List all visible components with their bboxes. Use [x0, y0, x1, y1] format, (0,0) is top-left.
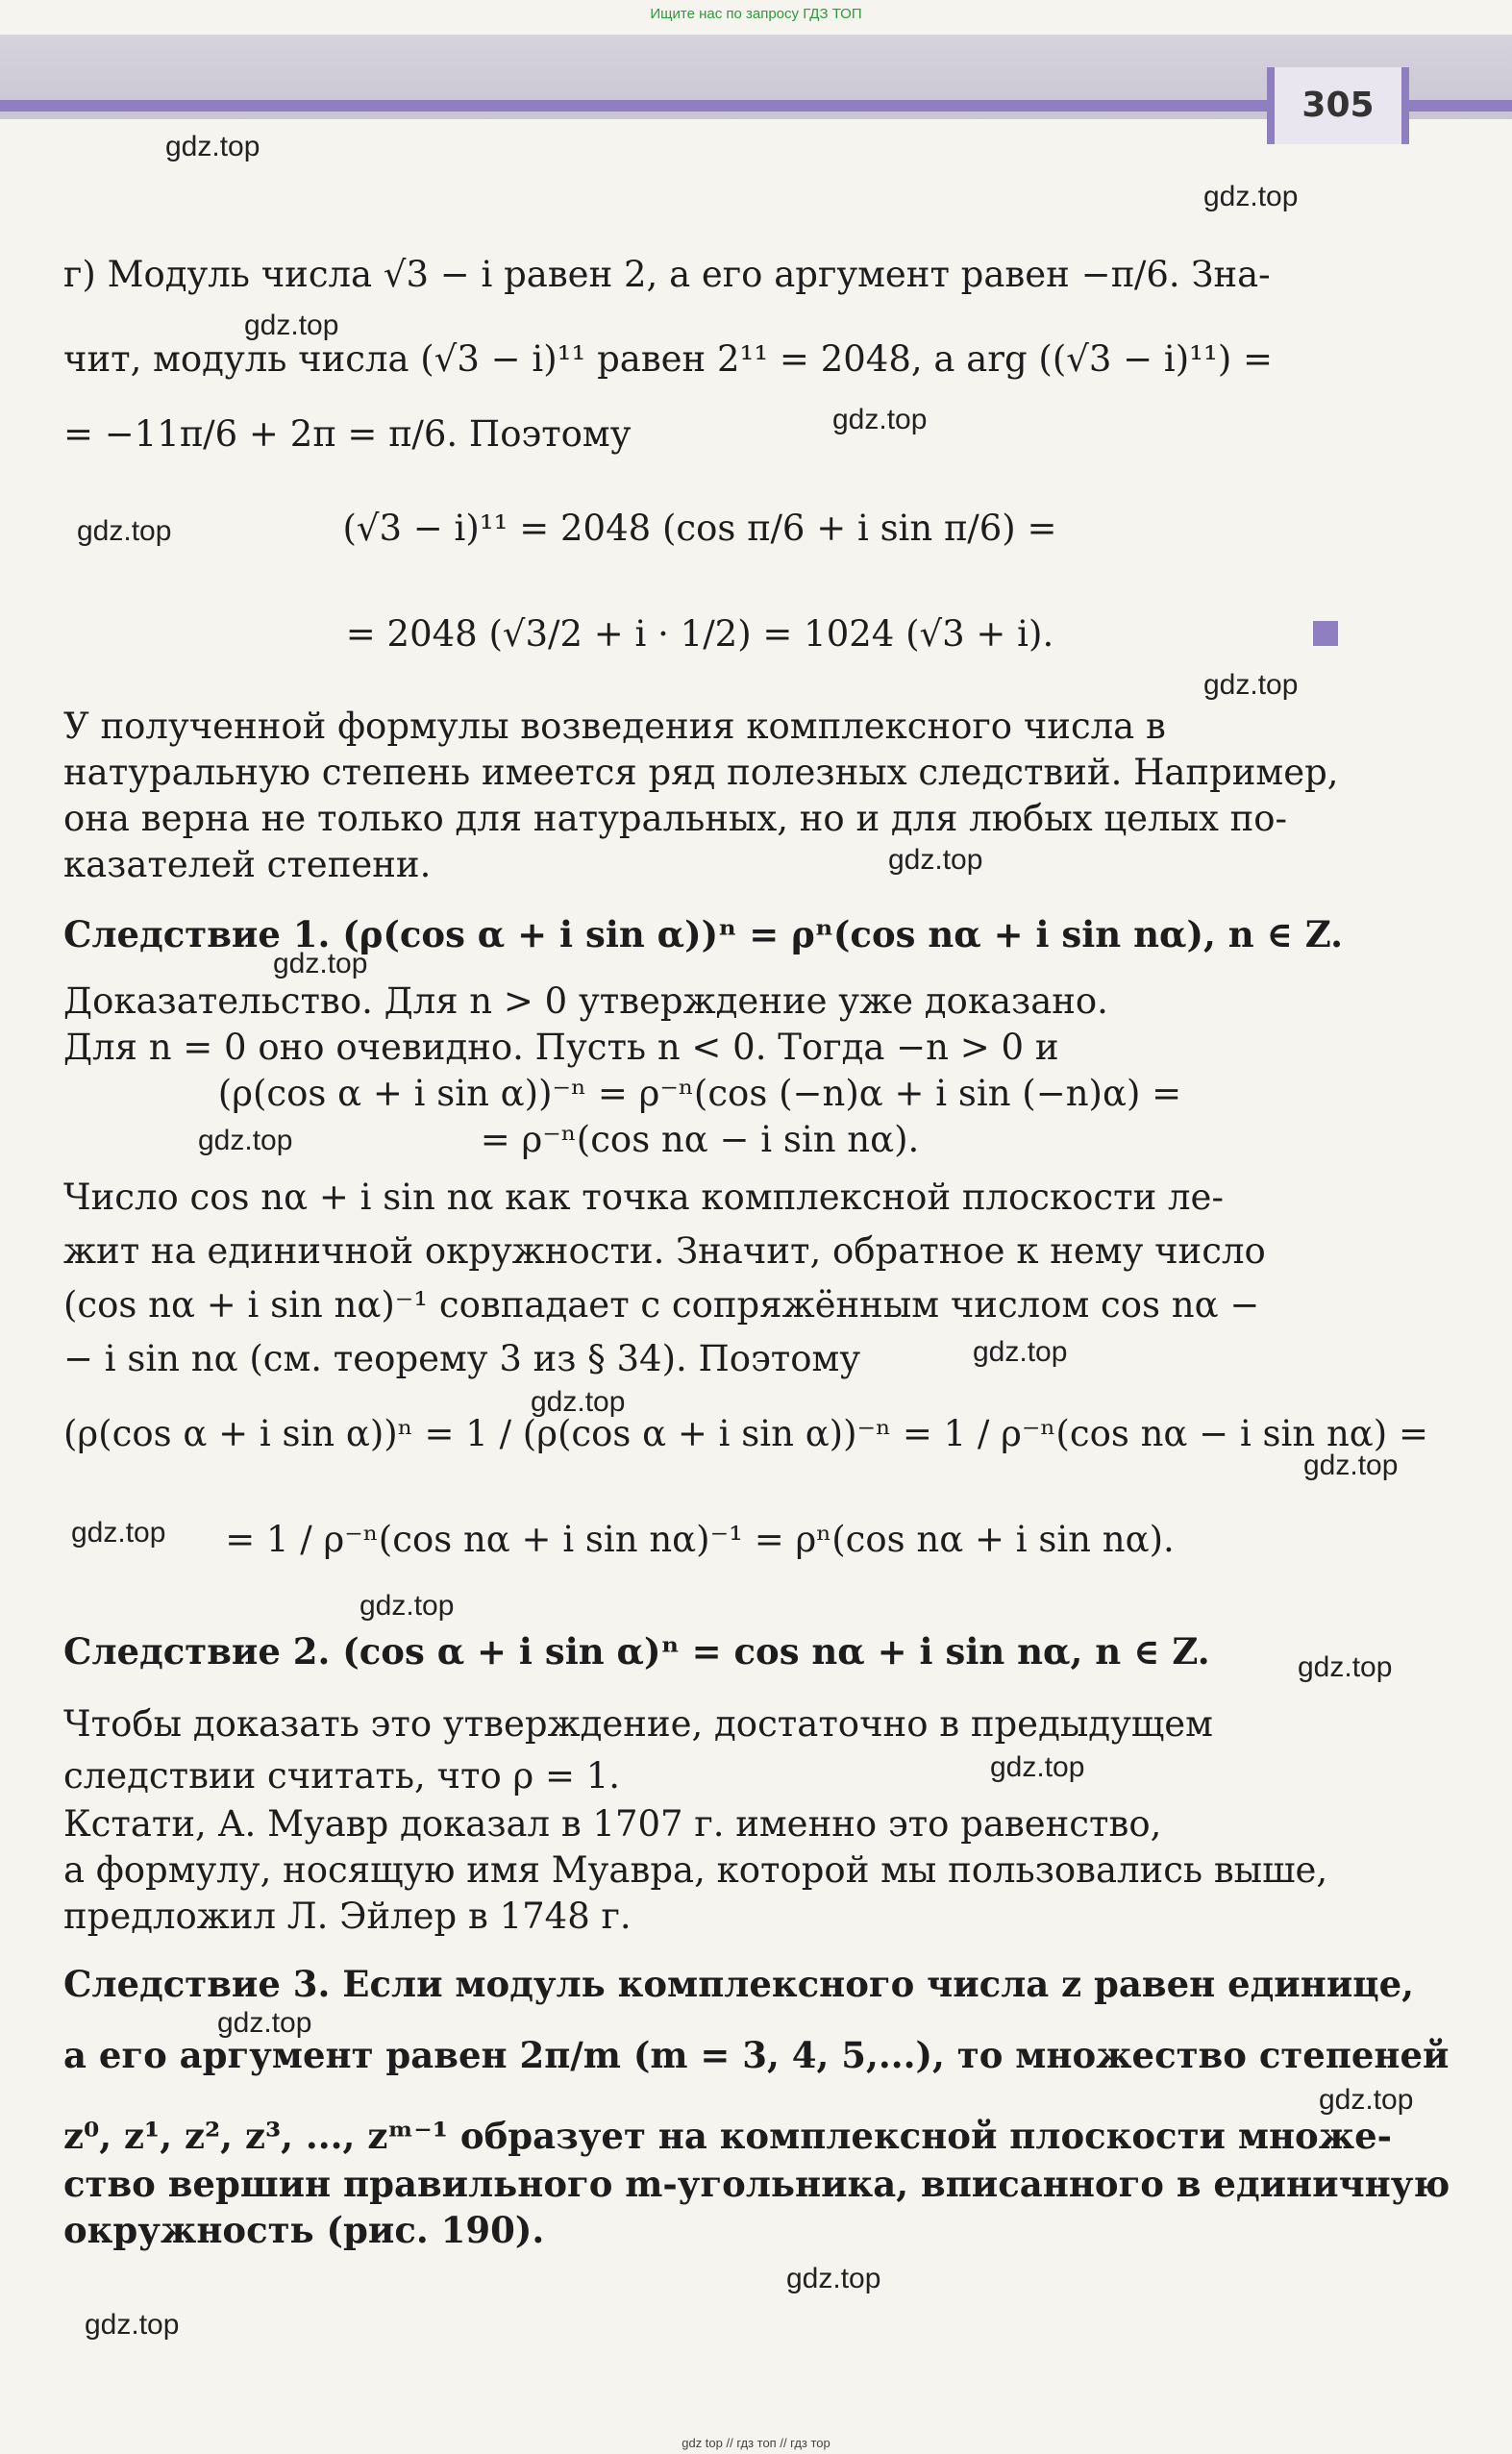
- text-line: (cos nα + i sin nα)⁻¹ совпадает с сопряжённым числом cos nα −: [63, 1284, 1260, 1326]
- watermark: gdz.top: [1203, 669, 1299, 701]
- watermark: gdz.top: [1303, 1450, 1399, 1481]
- watermark: gdz.top: [832, 404, 928, 435]
- text-line: следствии считать, что ρ = 1.: [63, 1755, 621, 1797]
- watermark: gdz.top: [888, 844, 983, 876]
- corollary-2: Следствие 2. (cos α + i sin α)ⁿ = cos nα + i sin nα, n ∈ Z.: [63, 1630, 1210, 1673]
- formula-line: = 1 / ρ⁻ⁿ(cos nα + i sin nα)⁻¹ = ρⁿ(cos nα + i sin nα).: [225, 1519, 1175, 1560]
- corollary-3: Следствие 3. Если модуль комплексного числа z равен единице,: [63, 1963, 1415, 2005]
- text-line: = −11π/6 + 2π = π/6. Поэтому: [63, 413, 632, 455]
- text-line: г) Модуль числа √3 − i равен 2, а его аргумент равен −π/6. Зна-: [63, 254, 1271, 295]
- watermark: gdz.top: [77, 515, 172, 547]
- text-line: Для n = 0 оно очевидно. Пусть n < 0. Тогда −n > 0 и: [63, 1027, 1059, 1068]
- text-line: Чтобы доказать это утверждение, достаточно в предыдущем: [63, 1703, 1213, 1745]
- corollary-1: Следствие 1. (ρ(cos α + i sin α))ⁿ = ρⁿ(cos nα + i sin nα), n ∈ Z.: [63, 913, 1344, 955]
- watermark: gdz.top: [198, 1125, 293, 1156]
- watermark: gdz.top: [244, 310, 339, 341]
- text-line: Число cos nα + i sin nα как точка комплексной плоскости ле-: [63, 1177, 1224, 1218]
- watermark: gdz.top: [531, 1386, 626, 1418]
- top-note: Ищите нас по запросу ГДЗ ТОП: [650, 6, 862, 22]
- corollary-3-line: а его аргумент равен 2π/m (m = 3, 4, 5,...), то множество степеней: [63, 2034, 1450, 2076]
- watermark: gdz.top: [273, 948, 368, 979]
- text-line: чит, модуль числа (√3 − i)¹¹ равен 2¹¹ = 2048, а arg ((√3 − i)¹¹) =: [63, 338, 1274, 380]
- formula-line: = ρ⁻ⁿ(cos nα − i sin nα).: [480, 1119, 920, 1160]
- corollary-3-line: ство вершин правильного m-угольника, вписанного в единичную: [63, 2163, 1450, 2205]
- text-line: жит на единичной окружности. Значит, обратное к нему число: [63, 1230, 1266, 1272]
- watermark: gdz.top: [990, 1751, 1085, 1783]
- watermark: gdz.top: [1298, 1651, 1393, 1683]
- formula-line: (ρ(cos α + i sin α))ⁿ = 1 / (ρ(cos α + i sin α))⁻ⁿ = 1 / ρ⁻ⁿ(cos nα − i sin nα) =: [63, 1413, 1428, 1454]
- text-line: − i sin nα (см. теорему 3 из § 34). Поэтому: [63, 1338, 861, 1379]
- page-number: 305: [1267, 67, 1409, 144]
- watermark: gdz.top: [165, 131, 260, 162]
- corollary-3-line: окружность (рис. 190).: [63, 2209, 545, 2251]
- corollary-3-line: z⁰, z¹, z², z³, ..., zᵐ⁻¹ образует на комплексной плоскости множе-: [63, 2115, 1392, 2157]
- watermark: gdz.top: [1319, 2084, 1414, 2116]
- formula-line: = 2048 (√3/2 + i · 1/2) = 1024 (√3 + i).: [345, 613, 1054, 655]
- watermark: gdz.top: [786, 2263, 881, 2294]
- text-line: казателей степени.: [63, 844, 432, 885]
- watermark: gdz.top: [1203, 181, 1299, 212]
- watermark: gdz.top: [217, 2007, 312, 2039]
- watermark: gdz.top: [85, 2309, 180, 2341]
- formula-line: (ρ(cos α + i sin α))⁻ⁿ = ρ⁻ⁿ(cos (−n)α + i sin (−n)α) =: [217, 1073, 1182, 1114]
- watermark: gdz.top: [71, 1517, 166, 1549]
- text-line: Кстати, А. Муавр доказал в 1707 г. именно это равенство,: [63, 1803, 1162, 1845]
- text-line: она верна не только для натуральных, но и для любых целых по-: [63, 798, 1288, 839]
- text-line: предложил Л. Эйлер в 1748 г.: [63, 1896, 632, 1937]
- formula-line: (√3 − i)¹¹ = 2048 (cos π/6 + i sin π/6) =: [342, 508, 1057, 549]
- watermark: gdz.top: [973, 1336, 1068, 1368]
- text-line: Доказательство. Для n > 0 утверждение уже доказано.: [63, 980, 1108, 1022]
- text-line: а формулу, носящую имя Муавра, которой мы пользовались выше,: [63, 1849, 1328, 1891]
- footer-note: gdz top // гдз топ // гдз тор: [682, 2436, 830, 2450]
- text-line: У полученной формулы возведения комплексного числа в: [63, 706, 1166, 747]
- text-line: натуральную степень имеется ряд полезных следствий. Например,: [63, 752, 1339, 793]
- end-of-solution-marker: [1313, 621, 1338, 646]
- watermark: gdz.top: [359, 1590, 455, 1622]
